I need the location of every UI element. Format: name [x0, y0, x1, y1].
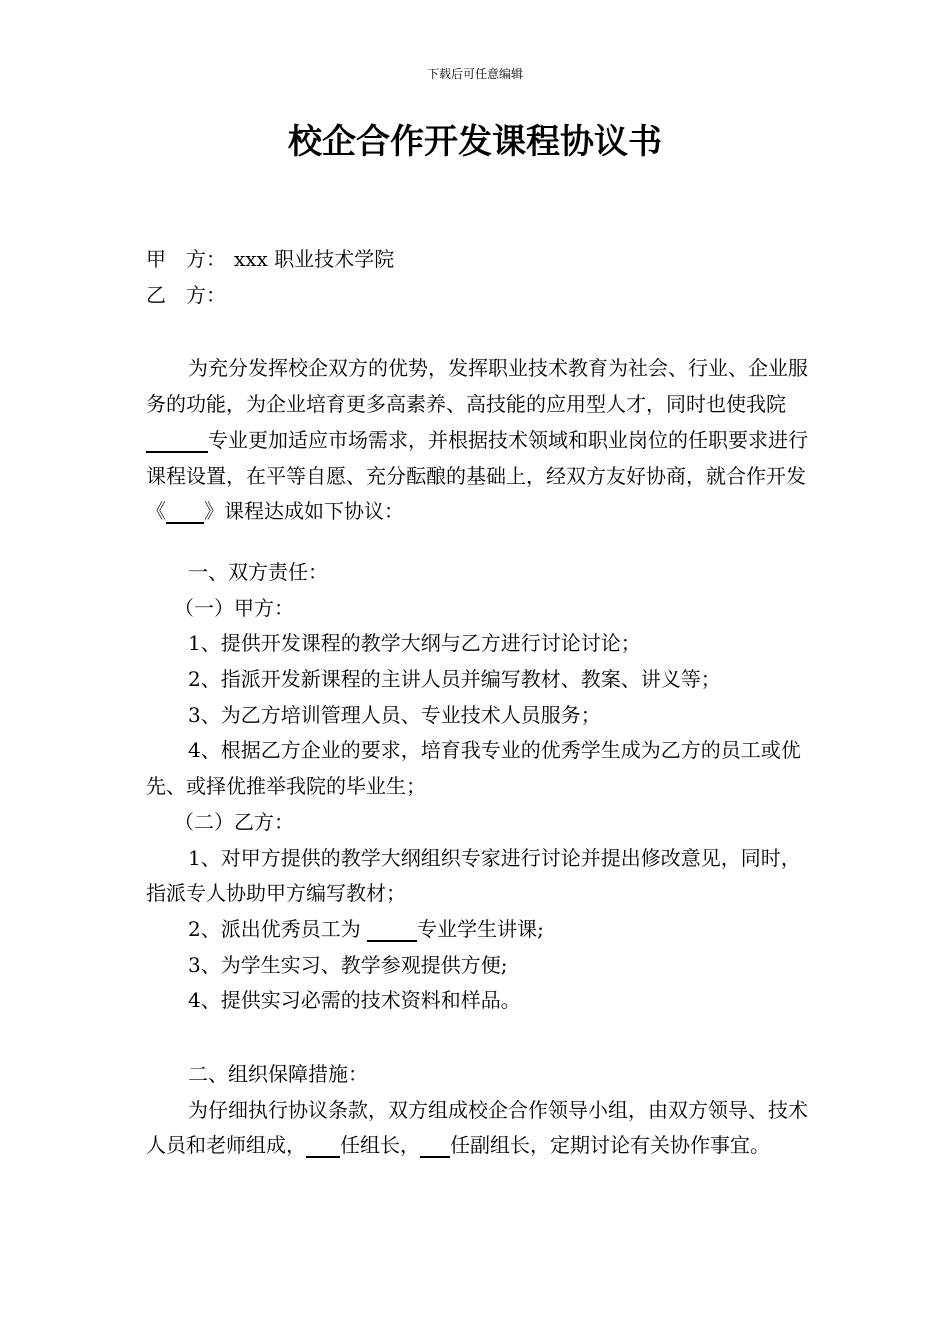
course-name-blank [166, 498, 204, 524]
section1-heading: 一、双方责任： [188, 559, 328, 584]
party-a-item-3: 3、为乙方培训管理人员、专业技术人员服务； [188, 702, 601, 727]
party-a-label: 甲 方： [146, 247, 226, 271]
intro-text-2: 专业更加适应市场需求，并根据技术领域和职业岗位的任职要求进行课程设置，在平等自愿、充分酝酿的基础上，经双方友好协商，就合作开发《 [146, 427, 808, 524]
party-b-item-4: 4、提供实习必需的技术资料和样品。 [188, 988, 521, 1013]
intro-paragraph [146, 351, 820, 530]
deputy-leader-blank [420, 1132, 450, 1158]
party-a-line [146, 242, 820, 278]
section2-paragraph [146, 1093, 820, 1164]
party-b-item-1: 1、对甲方提供的教学大纲组织专家进行讨论并提出修改意见，同时，指派专人协助甲方编写教材； [146, 845, 801, 906]
party-b-label: 乙 方： [146, 282, 226, 307]
document-body [146, 242, 820, 1164]
lecture-major-blank [367, 916, 417, 942]
intro-text-1: 为充分发挥校企双方的优势，发挥职业技术教育为社会、行业、企业服务的功能，为企业培育更多高素养、高技能的应用型人才，同时也使我院 [146, 356, 808, 417]
major-blank [146, 427, 208, 453]
party-b-item-2-text-2: 专业学生讲课; [417, 916, 544, 941]
party-a-heading: （一）甲方： [174, 595, 294, 620]
section2-text-1: 为仔细执行协议条款，双方组成校企合作领导小组，由双方领导、技术人员和老师组成， [146, 1097, 808, 1158]
party-b-item-2 [146, 912, 820, 948]
document-title: 校企合作开发课程协议书 [288, 122, 662, 162]
party-a-item-4: 4、根据乙方企业的要求，培育我专业的优秀学生成为乙方的员工或优先、或择优推举我院的毕业生； [146, 738, 801, 799]
party-b-line [146, 278, 820, 314]
party-b-item-2-text-1: 2、派出优秀员工为 [188, 916, 368, 941]
party-a-value: xxx 职业技术学院 [234, 247, 395, 271]
leader-blank [306, 1132, 340, 1158]
party-b-heading: （二）乙方： [174, 809, 294, 834]
section2-heading: 二、组织保障措施： [188, 1062, 368, 1087]
party-a-item-2: 2、指派开发新课程的主讲人员并编写教材、教案、讲义等； [188, 667, 721, 692]
party-b-item-3: 3、为学生实习、教学参观提供方便; [188, 952, 508, 977]
section2-text-2: 任组长， [340, 1133, 420, 1158]
header-note: 下载后可任意编辑 [426, 67, 523, 81]
section2-text-3: 任副组长，定期讨论有关协作事宜。 [450, 1133, 770, 1158]
party-a-item-1: 1、提供开发课程的教学大纲与乙方进行讨论讨论； [188, 631, 641, 656]
intro-text-3: 》课程达成如下协议： [204, 499, 404, 524]
